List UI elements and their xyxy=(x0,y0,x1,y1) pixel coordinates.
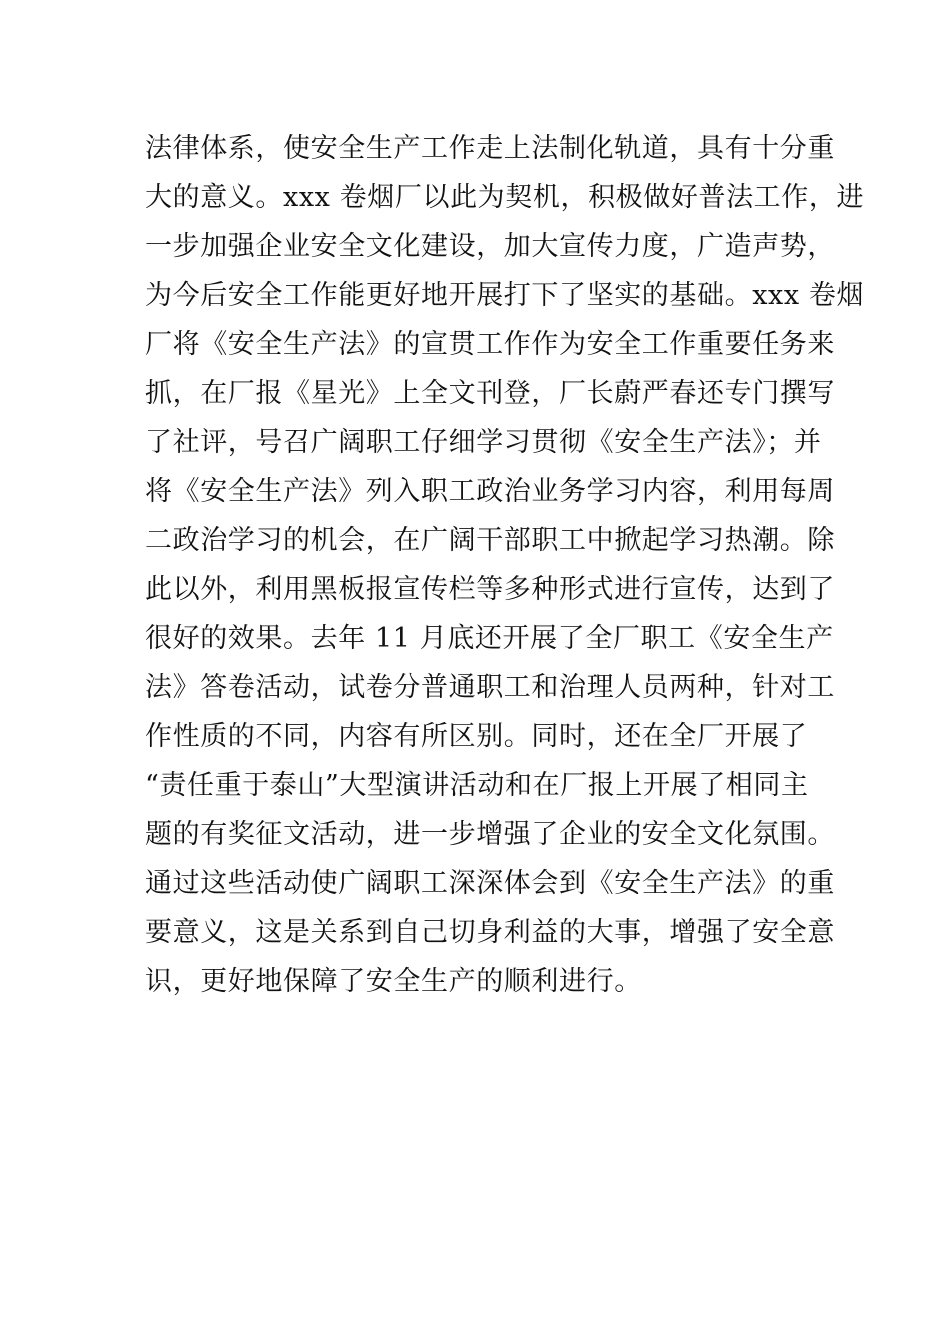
text-line: 作性质的不同，内容有所区别。同时，还在全厂开展了 xyxy=(145,721,808,752)
text-line: 很好的效果。去年 11 月底还开展了全厂职工《安全生产 xyxy=(145,623,834,654)
text-line: “责任重于泰山”大型演讲活动和在厂报上开展了相同主 xyxy=(145,770,809,801)
text-line: 此以外，利用黑板报宣传栏等多种形式进行宣传，达到了 xyxy=(145,574,835,605)
text-line: 将《安全生产法》列入职工政治业务学习内容，利用每周 xyxy=(145,476,835,507)
text-line: 法律体系，使安全生产工作走上法制化轨道，具有十分重 xyxy=(145,133,835,164)
text-line: 了社评，号召广阔职工仔细学习贯彻《安全生产法》；并 xyxy=(145,427,822,458)
text-line: 抓，在厂报《星光》上全文刊登，厂长蔚严春还专门撰写 xyxy=(145,378,835,409)
text-line: 二政治学习的机会，在广阔干部职工中掀起学习热潮。除 xyxy=(145,525,835,556)
text-line: 为今后安全工作能更好地开展打下了坚实的基础。xxx 卷烟 xyxy=(145,280,865,311)
text-line: 题的有奖征文活动，进一步增强了企业的安全文化氛围。 xyxy=(145,819,835,850)
text-line: 厂将《安全生产法》的宣贯工作作为安全工作重要任务来 xyxy=(145,329,835,360)
text-line: 一步加强企业安全文化建设，加大宣传力度，广造声势， xyxy=(145,231,835,262)
text-line: 大的意义。xxx 卷烟厂以此为契机，积极做好普法工作，进 xyxy=(145,182,865,213)
text-line: 识，更好地保障了安全生产的顺利进行。 xyxy=(145,966,642,997)
body-paragraph xyxy=(145,124,865,1006)
text-line: 要意义，这是关系到自己切身利益的大事，增强了安全意 xyxy=(145,917,835,948)
text-line: 法》答卷活动，试卷分普通职工和治理人员两种，针对工 xyxy=(145,672,835,703)
text-line: 通过这些活动使广阔职工深深体会到《安全生产法》的重 xyxy=(145,868,835,899)
